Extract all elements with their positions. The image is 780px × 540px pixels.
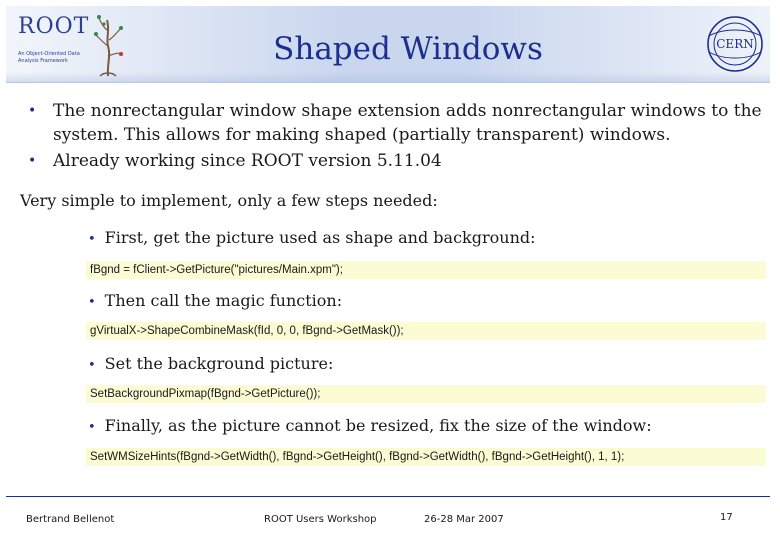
step-text: First, get the picture used as shape and background: <box>104 228 536 247</box>
step-text: Finally, as the picture cannot be resized, fix the size of the window: <box>104 416 652 435</box>
bullet-dot-icon: • <box>88 295 96 310</box>
code-snippet: SetWMSizeHints(fBgnd->GetWidth(), fBgnd->GetHeight(), fBgnd->GetWidth(), fBgnd->GetHeight(), 1, 1); <box>86 448 766 466</box>
code-snippet: SetBackgroundPixmap(fBgnd->GetPicture()); <box>86 385 766 403</box>
step-item <box>88 291 342 310</box>
bullet-text: Already working since ROOT version 5.11.04 <box>53 151 442 171</box>
root-tree-icon <box>90 12 126 78</box>
bullet-dot-icon: • <box>28 153 37 169</box>
footer-divider <box>6 496 770 497</box>
bullet-dot-icon: • <box>88 420 96 435</box>
slide-header <box>6 6 770 83</box>
footer-event: ROOT Users Workshop <box>264 514 377 525</box>
bullet-list <box>26 99 766 175</box>
bullet-dot-icon: • <box>28 103 37 119</box>
bullet-item <box>26 99 766 147</box>
step-item <box>88 354 333 373</box>
intro-text: Very simple to implement, only a few steps needed: <box>20 191 438 210</box>
root-logo <box>10 10 128 78</box>
slide-title: Shaped Windows <box>273 31 543 67</box>
root-logo-wordmark: ROOT <box>18 14 90 39</box>
root-logo-subtitle: An Object-Oriented Data Analysis Framework <box>18 51 80 64</box>
step-item <box>88 416 652 435</box>
code-snippet: gVirtualX->ShapeCombineMask(fId, 0, 0, fBgnd->GetMask()); <box>86 322 766 340</box>
bullet-item <box>26 149 766 173</box>
page-number: 17 <box>720 512 733 523</box>
step-text: Set the background picture: <box>104 354 334 373</box>
bullet-dot-icon: • <box>88 358 96 373</box>
bullet-text: The nonrectangular window shape extension adds nonrectangular windows to the system. This allows for making shaped (partially transparent) windows. <box>53 101 762 145</box>
cern-logo-icon <box>703 14 767 74</box>
footer-date: 26-28 Mar 2007 <box>424 514 504 525</box>
code-snippet: fBgnd = fClient->GetPicture("pictures/Main.xpm"); <box>86 261 766 279</box>
cern-logo-text: CERN <box>716 37 754 51</box>
step-text: Then call the magic function: <box>104 291 343 310</box>
footer-author: Bertrand Bellenot <box>26 514 115 525</box>
step-item <box>88 228 536 247</box>
bullet-dot-icon: • <box>88 232 96 247</box>
